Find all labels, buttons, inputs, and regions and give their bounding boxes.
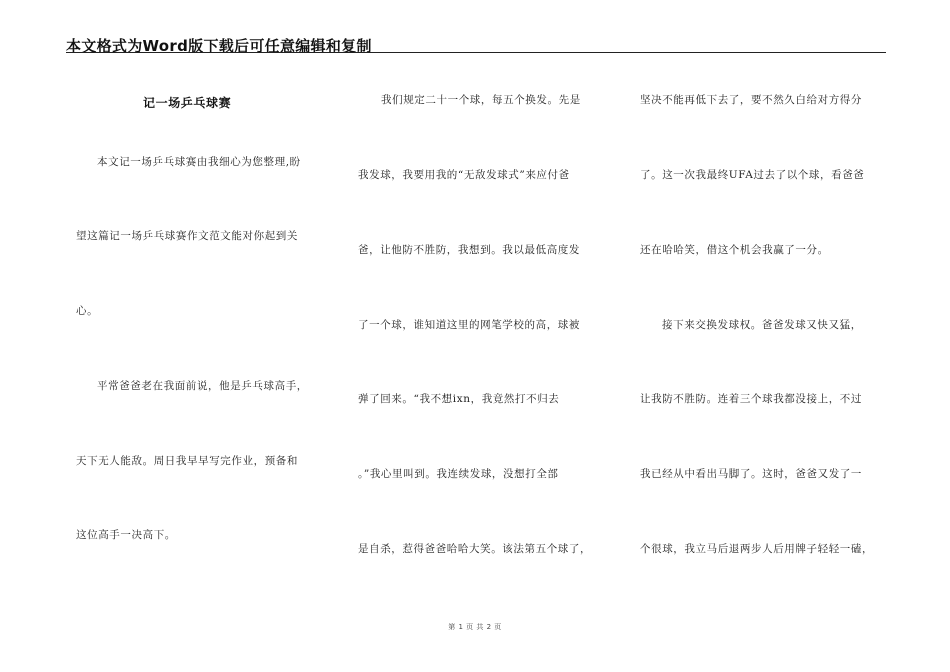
paragraph-line: 了。这一次我最终UFA过去了以个球，看爸爸 <box>640 169 865 181</box>
paragraph-line: 坚决不能再低下去了，要不然久白给对方得分 <box>640 94 862 106</box>
paragraph-line: 我发球，我要用我的“无敌发球式”来应付爸 <box>358 169 570 181</box>
paragraph-line: 还在哈哈笑，借这个机会我赢了一分。 <box>640 244 829 256</box>
paragraph-line: 爸，让他防不胜防，我想到。我以最低高度发 <box>358 244 580 256</box>
paragraph-line: 让我防不胜防。连着三个球我都没接上，不过 <box>640 393 862 405</box>
paragraph-line: 接下来交换发球权。爸爸发球又快又猛， <box>662 319 862 331</box>
paragraph-line: 我们规定二十一个球，每五个换发。先是 <box>381 94 581 106</box>
paragraph-line: 心。 <box>76 305 99 317</box>
paragraph-line: 弹了回来。“我不想ixn，我竟然打不归去 <box>358 393 560 405</box>
paragraph-line: 望这篇记一场乒乓球赛作文范文能对你起到关 <box>76 230 298 242</box>
paragraph-line: 了一个球，谁知道这里的网笔学校的高，球被 <box>358 319 580 331</box>
page-number: 第 1 页 共 2 页 <box>448 623 502 631</box>
article-title: 记一场乒乓球赛 <box>143 96 232 110</box>
paragraph-line: 我已经从中看出马脚了。这时，爸爸又发了一 <box>640 468 862 480</box>
paragraph-line: 这位高手一决高下。 <box>76 529 176 541</box>
header-divider <box>66 52 886 53</box>
paragraph-line: 天下无人能敌。周日我早早写完作业，预备和 <box>76 455 298 467</box>
paragraph-line: 本文记一场乒乓球赛由我细心为您整理,盼 <box>97 156 301 168</box>
paragraph-line: 个很球，我立马后退两步人后用牌子轻轻一磕， <box>640 543 874 555</box>
document-header-title: 本文格式为Word版下载后可任意编辑和复制 <box>66 37 372 55</box>
paragraph-line: 是自杀，惹得爸爸哈哈大笑。该法第五个球了， <box>358 543 592 555</box>
paragraph-line: 平常爸爸老在我面前说，他是乒乓球高手， <box>97 380 308 392</box>
paragraph-line: 。”我心里叫到。我连续发球，没想打全部 <box>358 468 559 480</box>
